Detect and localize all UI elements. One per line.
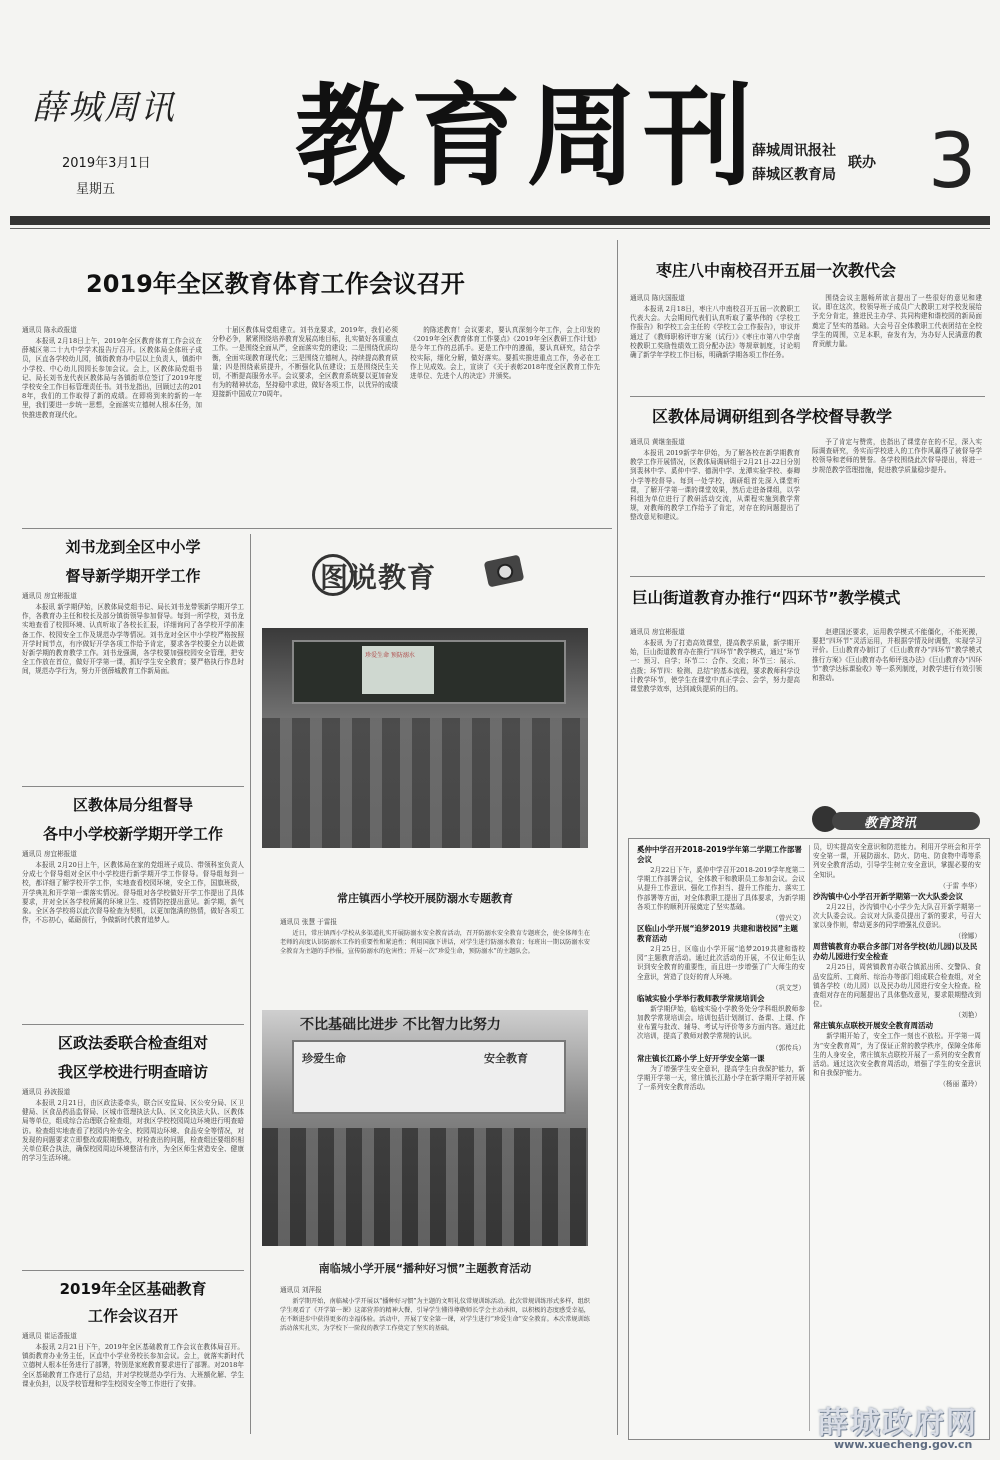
article-a1-col3 bbox=[410, 326, 600, 522]
headline-a7: 区教体局调研组到各学校督导教学 bbox=[652, 407, 893, 426]
issue-weekday: 星期五 bbox=[76, 182, 116, 197]
article-a6-col2 bbox=[812, 294, 982, 390]
photo1-text bbox=[280, 918, 590, 1004]
article-a7-text2: 予了肯定与赞赏，也指出了课堂存在的不足，深入实际调查研究，务实而学校进入的工作作风赢得了被督导学校领导和老师的赞誉。各学校围绕此次督导提出，将进一步规范教学管理措施，促进教学质量稳步提升。 bbox=[812, 438, 982, 474]
news-item-author: （杨丽 董玲） bbox=[939, 1080, 981, 1089]
news-item bbox=[813, 892, 981, 941]
headline-a2-line2: 督导新学期开学工作 bbox=[65, 567, 201, 585]
byline-a6: 通讯员 陈庆国报道 bbox=[630, 294, 685, 302]
article-a4 bbox=[22, 1030, 244, 1266]
photo2-caption: 南临城小学开展“播种好习惯”主题教育活动 bbox=[318, 1262, 532, 1275]
article-a2 bbox=[22, 534, 244, 780]
projector-screen bbox=[362, 646, 434, 694]
headline-a5-line1: 2019年全区基础教育 bbox=[59, 1280, 207, 1298]
news-item-body: 为了增强学生安全意识，提高学生自我保护能力，新学期开学第一天，常庄镇长江路小学在新学期开学初开展了一系列安全教育活动。 bbox=[637, 1064, 805, 1092]
article-a7-text1: 本报讯 2019新学年伊始，为了解各校在新学期教育教学工作开展情况，区教体局调研组于2月21日-22日分别到裴林中学、奚仲中学、德润中学、龙潭实验学校、泰卿小学等校督导。每到一处学校，调研组首先深入课堂听课，了解开学第一课的课堂效果，然后走进备课组，以学科组为单位进行了教研活动交流，从课程实施到教学常规，对教师的教学工作给予了肯定，对存在的问题提出了整改意见和建议。 bbox=[630, 449, 800, 522]
byline-a4: 通讯员 孙波报道 bbox=[22, 1088, 71, 1096]
article-a6-text1: 本报讯 2月18日，枣庄八中南校召开五届一次教职工代表大会。大会期间代表们认真听取了董华伟的《学校工作报告》和学校工会主任的《学校工会工作报告》，审议并通过了《教师职称评审方案（试行）》《枣庄市第八中学南校教职工奖励性绩效工资分配办法》等规章制度，讨论明确了新学年学校工作目标，明确新学期各项工作任务。 bbox=[630, 305, 800, 360]
headline-a4-line2: 我区学校进行明查暗访 bbox=[57, 1063, 208, 1081]
news-item-body: 员，切实提高安全意识和防范能力。利用开学班会和开学安全第一课，开展防溺水、防火、防电、防食物中毒等系列安全教育活动，引导学生树立安全意识，掌握必要的安全知识。 bbox=[813, 843, 981, 879]
students-area-2 bbox=[262, 1128, 588, 1246]
headline-a3-line2: 各中小学校新学期开学工作 bbox=[42, 825, 223, 843]
article-a5-text: 本报讯 2月21日下午，2019年全区基础教育工作会议在教体局召开。镇街教育办业务主任，区直中小学业务校长参加会议。会上，就落实新时代立德树人根本任务进行了部署，特别是家庭教育要求进行了部署。对2018年全区基础教育工作进行了总结，并对学校规范办学行为、大班额化解、学生课业负担，以及学校管理和学生校园安全等工作进行了安排。 bbox=[22, 1343, 244, 1388]
article-a6-col1 bbox=[630, 294, 800, 390]
article-a8-col2 bbox=[812, 628, 982, 800]
camera-icon bbox=[484, 555, 525, 588]
page-number: 3 bbox=[928, 116, 977, 205]
news-item-body: 2月22日下午，奚仲中学召开2018-2019学年度第二学期工作部署会议，全体教干和教职员工参加会议。会议从提升工作意识、强化工作担当、提升工作能力、落实工作部署等方面，对全体教职工提出了具体要求，为新学期各项工作的顺利开展奠定了坚实基础。 bbox=[637, 866, 805, 911]
divider-a6 bbox=[630, 396, 985, 397]
photo1-body: 近日，常庄镇西小学校从多渠道扎实开展防溺水安全教育活动，召开防溺水安全教育专题班会，使全体师生在老师的高度认识防溺水工作的重要性和紧迫性；利用国旗下讲话，对学生进行防溺水教育；每班出一期以防溺水安全教育为主题的手抄报，宣传防溺水的危害性；开展一次“珍爱生命，预防溺水”的主题队会。 bbox=[280, 930, 590, 955]
board-text-1: 珍爱生命 bbox=[302, 1052, 346, 1065]
news-item bbox=[637, 924, 805, 992]
watermark bbox=[800, 1396, 992, 1456]
article-a8-text2: 赵建国还要求，运用教学模式不能僵化，不能死搬，要把“四环节”灵活运用，并根据学情及时调整，实现学习评价。巨山教育办制订了《巨山教育办“四环节”教学模式推行方案》《巨山教育办名师评选办法》《巨山教育办“四环节”教学达标课验收》等一系列制度，对教学进行有效引领和推动。 bbox=[812, 628, 982, 683]
org-name-2: 薛城区教育局 bbox=[752, 167, 836, 183]
divider-vertical-left bbox=[250, 534, 251, 1434]
news-item-title: 周营镇教育办联合多部门对各学校(幼儿园)以及民办幼儿园进行安全检查 bbox=[813, 942, 978, 962]
news-banner bbox=[812, 804, 982, 836]
news-item bbox=[637, 1054, 805, 1093]
article-a1-col2 bbox=[212, 326, 398, 522]
headline-a6: 枣庄八中南校召开五届一次教代会 bbox=[656, 261, 897, 280]
news-item-title: 奚仲中学召开2018-2019学年第二学期工作部署会议 bbox=[637, 845, 802, 864]
headline-a1: 2019年全区教育体育工作会议召开 bbox=[86, 270, 465, 298]
news-col-1 bbox=[637, 843, 805, 1433]
news-item-title: 临城实验小学举行教师教学常规培训会 bbox=[637, 993, 765, 1003]
photo-classroom-2 bbox=[262, 1010, 588, 1246]
watermark-site-name: 薛城政府网 bbox=[818, 1406, 978, 1441]
headline-a2-line1: 刘书龙到全区中小学 bbox=[65, 538, 201, 556]
masthead-rule-thin bbox=[10, 228, 990, 229]
article-a7-col2 bbox=[812, 438, 982, 570]
news-col-divider bbox=[809, 845, 810, 1431]
watermark-url: www.xuecheng.gov.cn bbox=[834, 1438, 973, 1451]
news-item-title: 常庄镇东点联校开展安全教育周活动 bbox=[813, 1021, 933, 1031]
article-a6-text2: 围绕会议主题畅所欲言提出了一些很好的意见和建议。即在这次，校领导班子成员广大教职工对学校发展给予充分肯定，推进民主办学、共同构建和谐校园的新局面奠定了坚实的基础。大会号召全体教职工代表团结在全校学生的周围，立足本职，奋发有为，为办好人民满意的教育贡献力量。 bbox=[812, 294, 982, 349]
photo2-body: 新学期开始，南临城小学开展以“播种好习惯”为主题的文明礼仪常规训练活动。此次常规训练形式多样，组织学生观看了《开学第一课》这部营养的精神大餐，引导学生懂得尊敬师长学会主动承担，以积极的态度感受幸福，在不断进步中获得更多的幸福体验。活动中，开展了安全第一课，对学生进行“珍爱生命”安全教育。本次常规训练活动落实扎实，为学校下一阶段的教学工作奠定了坚实的基础。 bbox=[280, 1298, 590, 1332]
photo-classroom-1 bbox=[262, 628, 588, 848]
divider-a7 bbox=[630, 576, 985, 577]
photo2-byline: 通讯员 刘萍报 bbox=[280, 1286, 322, 1294]
screen-text: 珍爱生命 预防溺水 bbox=[365, 652, 415, 659]
news-item bbox=[637, 845, 805, 922]
news-item-body: 2月25日，周营镇教育办联合镇派出所、交警队、食品安监所、工商所、综治办等部门组成联合检查组，对全镇各学校（幼儿园）以及民办幼儿园进行安全大检查。检查组对存在的问题提出了具体整改意见，要求限期整改到位。 bbox=[813, 963, 981, 1009]
news-item-author: （徐娜） bbox=[954, 932, 981, 941]
news-item bbox=[813, 1021, 981, 1088]
article-a3-text: 本报讯 2月20日上午，区教体局在家的党组班子成员、带领科室负责人分成七个督导组对全区中小学校进行新学期开学工作督导。督导组每到一校，都详细了解学校开学工作，实地查看校园环境，安全工作，国旗班级，开学典礼和开学第一课落实情况。督导组对各学校做好开学工作提出了具体要求，并对全区各学校所属的环境卫生、疫情防控提出意见。新学期，新气象。全区各学校将以此次督导检查为契机，以更加饱满的热情，做好各项工作，不忘初心，砥砺前行，争做新时代教育追梦人。 bbox=[22, 861, 244, 925]
whiteboard bbox=[292, 1040, 566, 1114]
article-a1-col1 bbox=[22, 326, 202, 522]
divider-a4 bbox=[22, 1270, 244, 1271]
news-item bbox=[813, 942, 981, 1019]
photo1-caption: 常庄镇西小学校开展防溺水专题教育 bbox=[337, 892, 513, 905]
news-item-title: 区临山小学开展“追梦2019 共建和谐校园”主题教育活动 bbox=[637, 924, 798, 944]
article-a1-text1: 本报讯 2月18日上午，2019年全区教育体育工作会议在薛城区第二十九中学学术报告厅召开。区教体局全体班子成员，区直各学校幼儿园，镇街教育办中层以上负责人，镇街中小学校、中心幼儿园园长参加会议。会上，区教体局党组书记、局长刘书龙代表区教体局与各镇街单位签订了2019年度学校安全工作目标管理责任书。刘书龙指出，回顾过去的2018年，我们的工作取得了新的成绩。在即将到来的新的一年里，我们要进一步统一思想，全面落实立德树人根本任务，加快推进教育现代化。 bbox=[22, 337, 202, 419]
article-a5 bbox=[22, 1276, 244, 1438]
byline-a3: 通讯员 房宜彬报道 bbox=[22, 850, 77, 858]
news-col-2 bbox=[813, 843, 981, 1433]
article-a4-text: 本报讯 2月21日，由区政法委牵头，联合区安监局、区公安分局、区卫健局、区食品药品监督局、区城市管理执法大队、区文化执法大队、区教体局等单位，组成综合治理联合检查组，对我区学校校园周边环境进行明查暗访。检查组实地查看了校园内外安全、校园周边环境、食品安全等情况，对发现的问题要求立即整改或限期整改，对检查出的问题，检查组还要组织相关单位联合执法，确保校园周边环境整洁有序，为全区师生营造安全、健康的学习生活环境。 bbox=[22, 1099, 244, 1163]
divider-vertical-main bbox=[617, 240, 618, 1435]
headline-a8: 巨山街道教育办推行“四环节”教学模式 bbox=[632, 589, 901, 607]
news-item-author: （于雷 李华） bbox=[939, 881, 981, 890]
news-item-body: 新学期开始了，安全工作一刻也不放松。开学第一周为“安全教育周”，为了保证正常的教学秩序，保障全体师生的人身安全，常庄镇东点联校开展了一系列的安全教育活动。通过这次安全教育周活动，增强了学生的安全意识和自我保护能力。 bbox=[813, 1032, 981, 1078]
news-item-title: 常庄镇长江路小学上好开学安全第一课 bbox=[637, 1053, 765, 1063]
headline-a4-line1: 区政法委联合检查组对 bbox=[57, 1034, 208, 1052]
byline-a7: 通讯员 黄继奎报道 bbox=[630, 438, 685, 446]
article-a3 bbox=[22, 792, 244, 1018]
article-a8-text1: 本报讯 为了打造高效课堂，提高教学质量，新学期开始，巨山街道教育办在推行“四环节”教学模式，通过“环节一：预习、自学；环节二：合作、交流；环节三：展示、点拨；环节四：检测、总结”的基本流程，要求教师科学设计教学环节，使学生在课堂中真正学会、会学，努力提高课堂教学效率，达到减负提质的目的。 bbox=[630, 639, 800, 694]
byline-a8: 通讯员 房宜彬报道 bbox=[630, 628, 685, 636]
news-item bbox=[637, 994, 805, 1052]
news-item-body: 新学期伊始，临城实验小学教务处分学科组织教师参加教学常规培训会。培训包括计划制订、备课、上课、作业布置与批改、辅导、考试与评价等多方面内容。通过此次培训，提高了教师对教学常规的认识。 bbox=[637, 1004, 805, 1041]
news-banner-title: 教育资讯 bbox=[864, 816, 917, 831]
article-a2-text: 本报讯 新学期伊始，区教体局党组书记、局长刘书龙带领新学期开学工作，各教育办主任和校长及部分镇街领导参加督导。每到一所学校，刘书龙实地查看了校园环境、认真听取了各校长汇报，详细询问了各学校开学前准备工作、校园安全工作及规范办学等情况。刘书龙对全区中小学校严格按照开学时间节点，有序做好开学各项工作给予肯定，要求各学校要全力以赴做好新学期的教育教学工作。刘书龙强调，各学校要加强校园安全管理，把安全工作放在首位，做好开学第一课，抓好学生安全教育；要严格执行作息时间，规范办学行为，努力开创薛城教育工作新局面。 bbox=[22, 603, 244, 676]
byline-a1: 通讯员 陈永政报道 bbox=[22, 326, 77, 334]
org-name-1: 薛城周讯报社 bbox=[752, 143, 836, 159]
divider-a2 bbox=[22, 786, 244, 787]
news-item-author: （郭传兵） bbox=[772, 1043, 805, 1052]
article-a7-col1 bbox=[630, 438, 800, 570]
news-item bbox=[813, 843, 981, 890]
article-a1-text2: 十届区教体局党组建立。刘书龙要求，2019年，我们必须分秒必争，紧紧围绕培养教育发展高地目标，扎实做好各项重点工作。一是围绕全面从严，全面落实党的建设；二是围绕优质均衡，全面实现教育现代化；三是围绕立德树人，持续提高教育质量；四是围绕素质提升，不断强化队伍建设；五是围绕民生关切，不断提高服务水平。会议要求，全区教育系统要以更加奋发有为的精神状态，坚持稳中求进，做好各项工作，以优异的成绩迎接新中国成立70周年。 bbox=[212, 326, 398, 399]
divider-a3 bbox=[22, 1024, 244, 1025]
news-item-author: （巩文芝） bbox=[772, 983, 805, 992]
classroom-slogan: 不比基础比进步 不比智力比努力 bbox=[300, 1017, 501, 1033]
news-item-author: （刘艳） bbox=[954, 1011, 981, 1020]
banner-title: 图说教育 bbox=[320, 561, 437, 594]
photo2-text bbox=[280, 1286, 590, 1436]
board-text-2: 安全教育 bbox=[484, 1052, 528, 1065]
masthead-logo: 薛城周讯 bbox=[32, 88, 176, 128]
photo1-byline: 通讯员 张慧 于雷报 bbox=[280, 918, 337, 926]
article-a8-col1 bbox=[630, 628, 800, 800]
news-item-title: 沙沟镇中心小学召开新学期第一次大队委会议 bbox=[813, 891, 963, 901]
students-area bbox=[262, 718, 588, 848]
byline-a5: 通讯员 崔运香报道 bbox=[22, 1332, 77, 1340]
headline-a3-line1: 区教体局分组督导 bbox=[72, 796, 193, 814]
article-a1-text3: 的陈述教育！会议要求，要认真深刻今年工作，会上印发的《2019年全区教育体育工作要点》《2019年全区教研工作计划》是今年工作的总抓手。更是工作中的遵循，要认真研究，结合学校实际，细化分解，做好落实。要抓实推进重点工作，务必在工作上见成效。会上，宣读了《关于表彰2018年度全区教育工作先进单位、先进个人的决定》并颁奖。 bbox=[410, 326, 600, 381]
masthead-rule bbox=[10, 216, 990, 225]
byline-a2: 通讯员 房宜彬报道 bbox=[22, 592, 77, 600]
news-box bbox=[628, 838, 990, 1440]
masthead-title: 教育周刊 bbox=[295, 72, 759, 201]
news-item-body: 2月25日，区临山小学开展“追梦2019共建和谐校园”主题教育活动。通过此次活动的开展，不仅让师生认识到安全教育的重要性，而且进一步增强了广大师生的安全意识，营造了良好的育人环境。 bbox=[637, 945, 805, 981]
photo-section-banner bbox=[310, 548, 530, 608]
joint-label: 联办 bbox=[848, 155, 876, 171]
headline-a5-line2: 工作会议召开 bbox=[87, 1307, 178, 1325]
news-item-body: 2月22日，沙沟镇中心小学少先大队召开新学期第一次大队委会议。会议对大队委员提出了新的要求，号召大家以身作则，带动更多的同学增强礼仪意识。 bbox=[813, 902, 981, 930]
issue-date: 2019年3月1日 bbox=[62, 156, 151, 171]
news-item-author: （曾兴文） bbox=[772, 914, 805, 923]
divider-a1 bbox=[22, 528, 612, 529]
